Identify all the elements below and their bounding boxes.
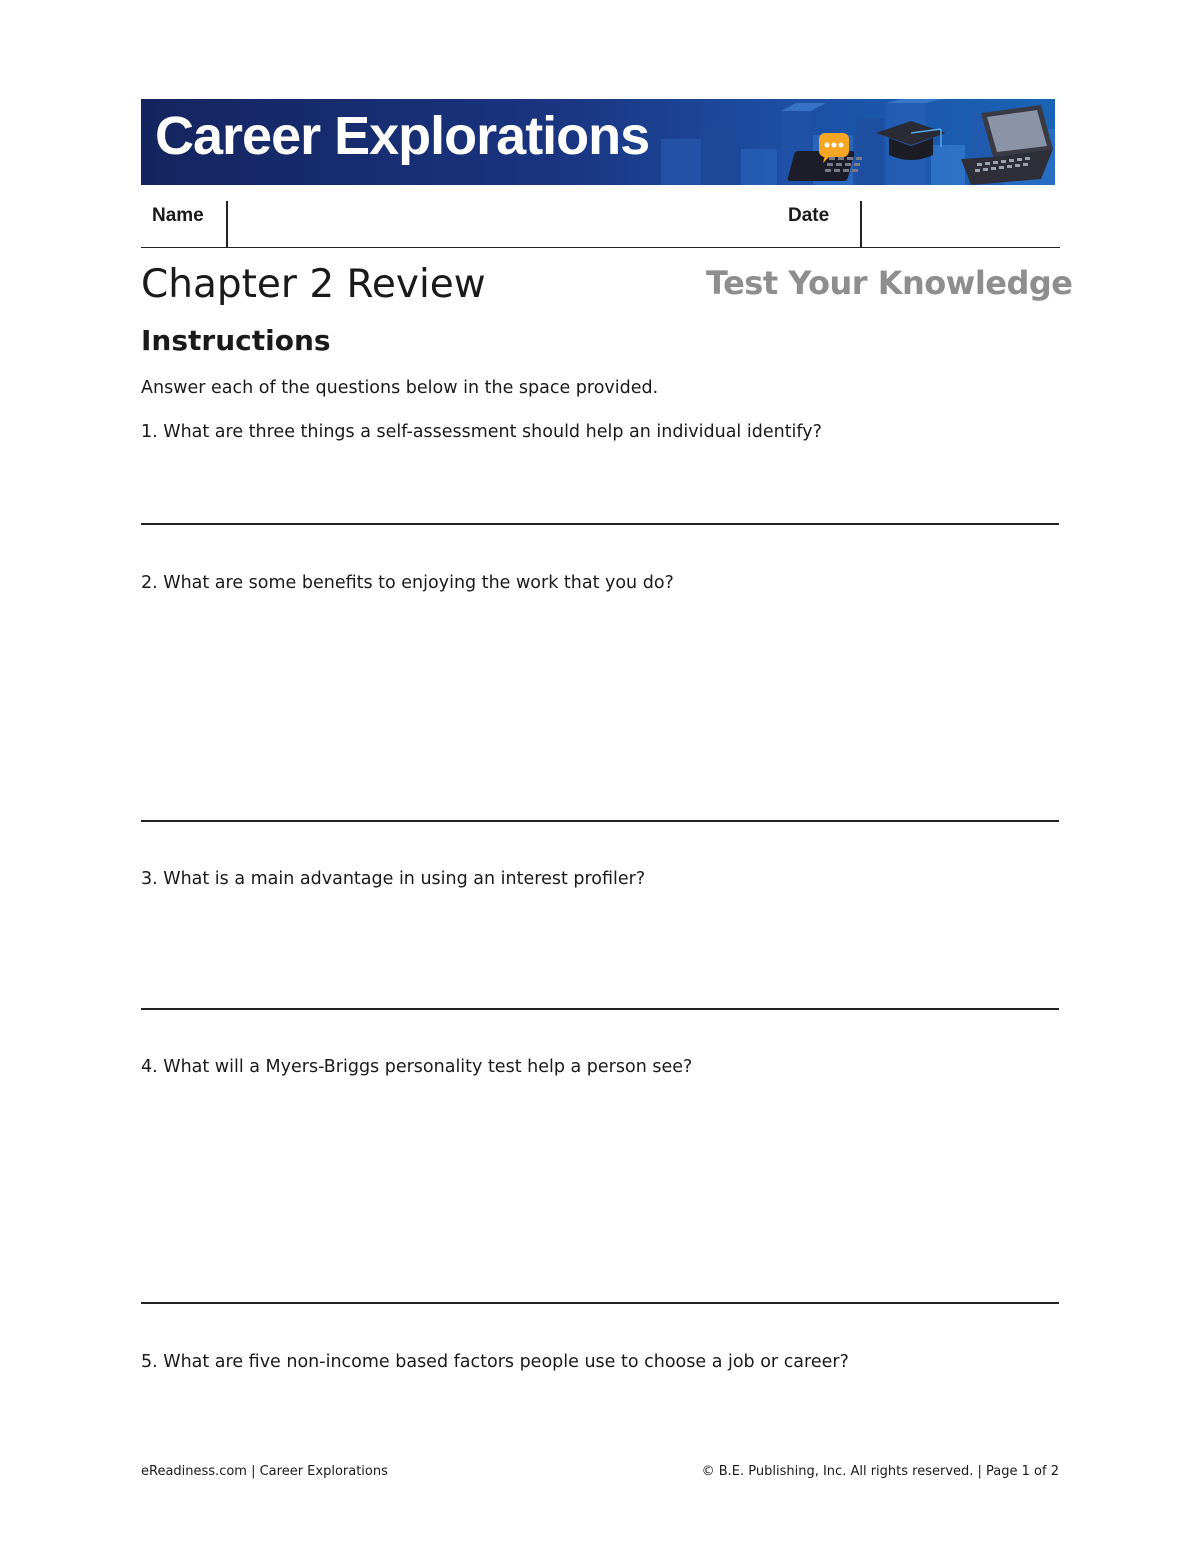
page-subtitle: Test Your Knowledge [706, 264, 1073, 302]
answer-area-3[interactable] [141, 896, 1059, 1008]
answer-area-1[interactable] [141, 448, 1059, 523]
answer-area-4[interactable] [141, 1084, 1059, 1302]
question-5: 5. What are five non-income based factors people use to choose a job or career? [141, 1352, 849, 1372]
footer-left: eReadiness.com | Career Explorations [141, 1464, 388, 1479]
answer-line-1 [141, 523, 1059, 525]
instructions-heading: Instructions [141, 324, 331, 357]
answer-line-4 [141, 1302, 1059, 1304]
name-label: Name [152, 205, 204, 226]
name-date-underline [141, 247, 1060, 249]
answer-area-2[interactable] [141, 600, 1059, 820]
answer-line-3 [141, 1008, 1059, 1010]
instructions-text: Answer each of the questions below in the space provided. [141, 378, 659, 398]
date-label: Date [788, 205, 830, 226]
footer-right: © B.E. Publishing, Inc. All rights reserved. | Page 1 of 2 [701, 1464, 1059, 1479]
page-title: Chapter 2 Review [141, 262, 486, 307]
question-2: 2. What are some benefits to enjoying the work that you do? [141, 573, 674, 593]
question-1: 1. What are three things a self-assessment should help an individual identify? [141, 422, 822, 442]
answer-line-2 [141, 820, 1059, 822]
banner-title: Career Explorations [155, 106, 650, 166]
name-date-row [141, 199, 1060, 248]
question-4: 4. What will a Myers-Briggs personality test help a person see? [141, 1057, 693, 1077]
answer-area-5[interactable] [141, 1380, 1059, 1450]
name-field[interactable] [228, 201, 860, 247]
question-3: 3. What is a main advantage in using an interest profiler? [141, 869, 646, 889]
date-field[interactable] [862, 201, 1060, 247]
header-banner [141, 99, 1055, 185]
